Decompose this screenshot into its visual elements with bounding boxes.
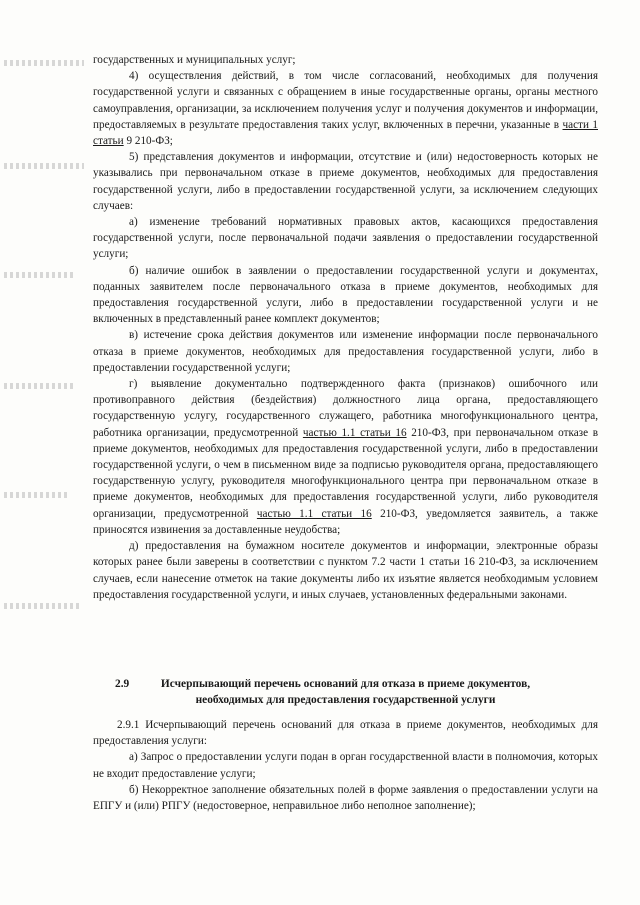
- paragraph-2-9-1: 2.9.1 Исчерпывающий перечень оснований для отказа в приеме документов, необходимых для предоставления услуги:: [93, 719, 598, 748]
- body-text-bottom: [93, 717, 598, 814]
- paragraph-2-9-1-b: б) Некорректное заполнение обязательных полей в форме заявления о предоставлении услуги на ЕПГУ и (или) РПГУ (недостоверное, неправильное либо неполное заполнение);: [93, 783, 598, 813]
- paragraph-item-a: а) изменение требований нормативных правовых актов, касающихся предоставления государственной услуги, после первоначальной подачи заявления о предоставлении государственной услуги;: [93, 216, 598, 261]
- paragraph-item-4-text: 4) осуществления действий, в том числе согласований, необходимых для получения государственной услуги и связанных с обращением в иные государственные органы, органы местного самоуправления, организации, за исключением получения услуг и получения документов и информации, предоставляемых в результате предоставления таких услуг, включенных в перечни, указанные в: [93, 70, 598, 131]
- section-heading: [93, 676, 598, 708]
- section-heading-line-2: необходимых для предоставления государственной услуги: [195, 694, 496, 706]
- body-text-top: [93, 52, 598, 603]
- scan-artifact: [4, 492, 70, 498]
- paragraph-item-4-end: 9 210-ФЗ;: [123, 135, 173, 148]
- paragraph-item-g: [93, 376, 598, 538]
- paragraph-item-d: д) предоставления на бумажном носителе документов и информации, электронные образы которых ранее были заверены в соответствии с пунктом 7.2 части 1 статьи 16 210-ФЗ, за исключением случаев, если нанесение отметок на такие документы либо их изъятие является необходимым условием предоставления государственной услуги, и иных случаев, установленных федеральными законами.: [93, 540, 598, 601]
- scan-artifact: [4, 272, 74, 278]
- law-reference-link: частью 1.1 статьи 16: [256, 507, 372, 520]
- scan-artifact: [4, 383, 76, 389]
- law-reference-link: частью 1.1 статьи 16: [302, 426, 407, 439]
- paragraph-continuation: государственных и муниципальных услуг;: [93, 54, 296, 66]
- section-number: 2.9: [115, 678, 130, 690]
- scan-artifact: [4, 163, 84, 169]
- paragraph-item-4: [93, 68, 598, 149]
- paragraph-item-g-text-3: 210-ФЗ, уведомляется заявитель, а также приносятся извинения за доставленные неудобства;: [93, 507, 598, 536]
- paragraph-item-v: в) истечение срока действия документов или изменение информации после первоначального отказа в приеме документов, необходимых для предоставления государственной услуги, либо в предоставлении государственной услуги;: [93, 329, 598, 374]
- paragraph-2-9-1-a: а) Запрос о предоставлении услуги подан в орган государственной власти в полномочия, которых не входит предоставление услуги;: [93, 751, 598, 780]
- law-reference-link: части 1 статьи: [93, 118, 598, 148]
- paragraph-item-b: б) наличие ошибок в заявлении о предоставлении государственной услуги и документах, поданных заявителем после первоначального отказа в приеме документов, необходимых для предоставления государственной услуги, либо в предоставлении государственной услуги и не включенных в представленный ранее комплект документов;: [93, 264, 598, 326]
- scan-artifact: [4, 60, 84, 66]
- paragraph-item-g-text-1: г) выявление документально подтвержденного факта (признаков) ошибочного или противоправного действия (бездействия) должностного лица органа, предоставляющего государственную услугу, государственного служащего, работника многофункционального центра, работника организации, предусмотренной: [93, 378, 598, 439]
- scan-artifact: [4, 603, 79, 609]
- paragraph-item-g-text-2: 210-ФЗ, при первоначальном отказе в приеме документов, необходимых для предоставления государственной услуги, либо в предоставлении государственной услуги, о чем в письменном виде за подписью руководителя органа, предоставляющего государственную услугу, руководителя многофункционального центра при первоначальном отказе в приеме документов, необходимых для предоставления государственной услуги, либо руководителя организации, предусмотренной: [93, 426, 598, 520]
- paragraph-item-5: 5) представления документов и информации, отсутствие и (или) недостоверность которых не указывались при первоначальном отказе в приеме документов, необходимых для предоставления государственной услуги, либо в предоставлении государственной услуги, за исключением следующих случаев:: [93, 151, 598, 212]
- section-heading-line-1: Исчерпывающий перечень оснований для отказа в приеме документов,: [160, 678, 531, 690]
